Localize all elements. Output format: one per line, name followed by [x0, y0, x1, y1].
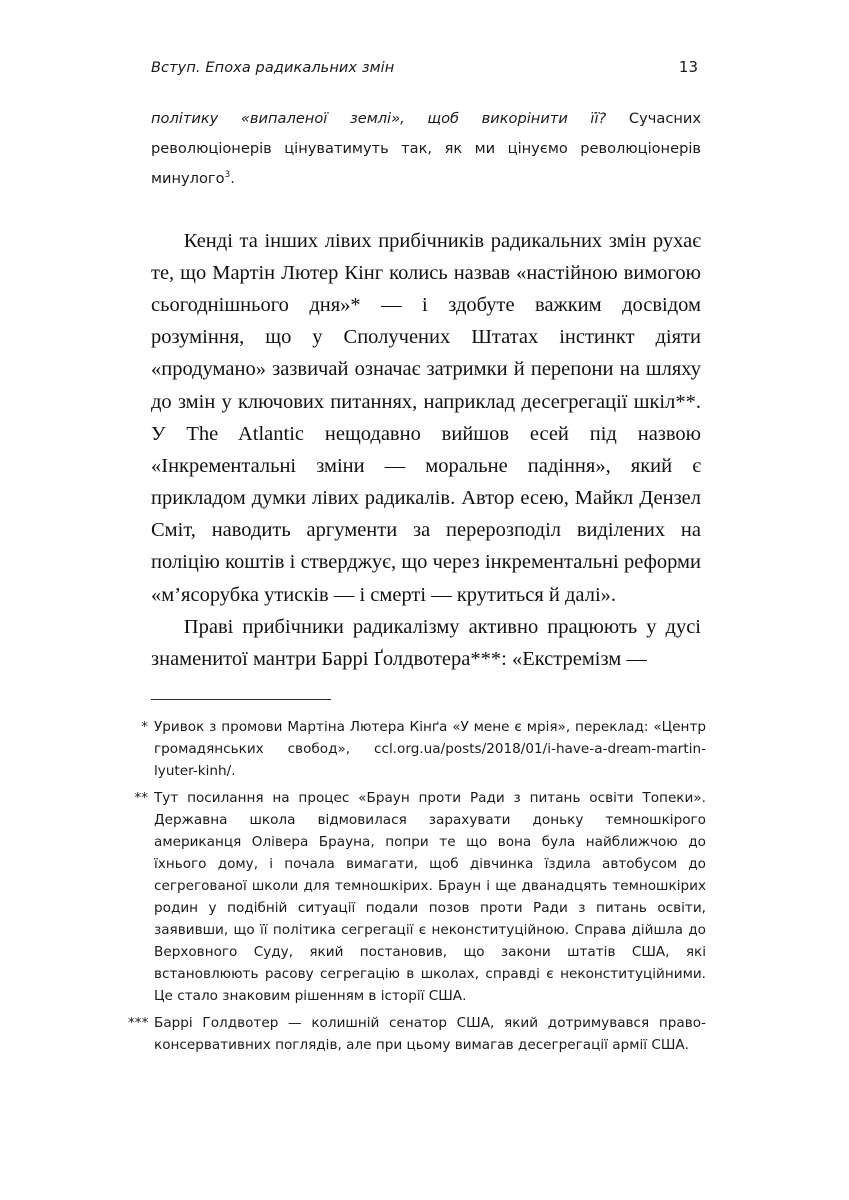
- footnote-item: [128, 787, 706, 1007]
- running-title: Вступ. Епоха радикальних змін: [151, 60, 395, 76]
- quote-rest: Сучасних революціонерів цінуватимуть так, як ми цінуємо революціонерів минулого: [151, 110, 702, 187]
- page-number: 13: [678, 58, 698, 76]
- footnote-item: [128, 716, 706, 782]
- footnote-text: Тут посилання на процес «Браун проти Ради з питань освіти Топеки». Державна школа відмовилася зарахувати доньку темношкірого американця Олівера Брауна, попри те що вона була найближчою до їхнього дому, і почала вимагати, щоб дівчинка їздила автобусом до сегрегованої школи для темношкірих. Браун і ще дванадцять темношкірих родин у подібній ситуації подали позов проти Ради з питань освіти, заявивши, що її політика сегрегації є неконституційною. Справа дійшла до Верховного Суду, який постановив, що закони штатів США, які встановлюють расову сегрегацію в школах, справді є неконституційними. Це стало знаковим рішенням в історії США.: [154, 790, 706, 1005]
- page-header: [151, 58, 698, 76]
- footnote-separator-rule: [151, 699, 331, 700]
- quote-italic-fragment: політику «випаленої землі», щоб викорінити її?: [151, 110, 607, 127]
- footnote-reference-3: 3: [224, 169, 231, 180]
- footnote-text: Баррі Голдвотер — колишній сенатор США, який дотримувався право-консервативних поглядів, але при цьому вимагав десегрегації армії США.: [154, 1015, 706, 1054]
- footnote-mark: ***: [128, 1015, 149, 1032]
- body-text: [151, 225, 701, 675]
- quote-end: .: [230, 169, 235, 187]
- footnotes-section: [128, 716, 706, 1058]
- footnote-text: Уривок з промови Мартіна Лютера Кінґа «У мене є мрія», переклад: «Центр громадянських свобод», ccl.org.ua/posts/2018/01/i-have-a-dream-martin-lyuter-kinh/.: [154, 719, 706, 780]
- page-content: [151, 104, 701, 675]
- block-quote: [151, 104, 701, 194]
- footnote-mark: **: [134, 790, 148, 807]
- footnote-item: [128, 1012, 706, 1056]
- body-paragraph-2: Праві прибічники радикалізму активно працюють у дусі знаменитої мантри Баррі Ґолдвотера***: «Екстремізм —: [151, 615, 701, 670]
- body-paragraph-1: Кенді та інших лівих прибічників радикальних змін рухає те, що Мартін Лютер Кінг колись назвав «настійною вимогою сьогоднішнього дня»* — і здобуте важким досвідом розуміння, що у Сполучених Штатах інстинкт діяти «продумано» зазвичай означає затримки й перепони на шляху до змін у ключових питаннях, наприклад десегрегації шкіл**. У The Atlantic нещодавно вийшов есей під назвою «Інкрементальні зміни — моральне падіння», який є прикладом думки лівих радикалів. Автор есею, Майкл Дензел Сміт, наводить аргументи за перерозподіл виділених на поліцію коштів і стверджує, що через інкрементальні реформи «м’ясорубка утисків — і смерті — крутиться й далі».: [151, 229, 701, 606]
- footnote-mark: *: [141, 719, 148, 735]
